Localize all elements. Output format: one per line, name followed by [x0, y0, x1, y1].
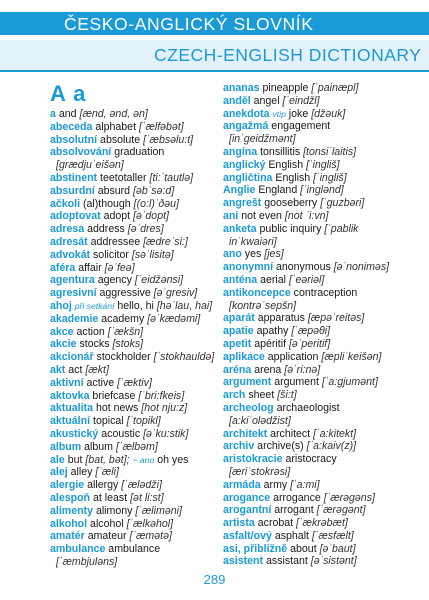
pronunciation-continued — [223, 133, 401, 146]
pronunciation: [ši:t] — [277, 389, 297, 402]
dictionary-entry — [223, 530, 401, 543]
dictionary-entry — [50, 492, 217, 505]
headword: alej — [50, 466, 68, 479]
translation: archive(s) — [257, 440, 304, 453]
phrase-translation: oh yes — [157, 453, 189, 466]
headword: album — [50, 440, 82, 453]
pronunciation: [džəuk] — [311, 107, 346, 120]
pronunciation: [əˈdopt] — [133, 210, 169, 223]
dictionary-entry — [223, 95, 401, 108]
pronunciation: [tonsiˈlaitis] — [303, 145, 357, 158]
dictionary-entry — [223, 402, 401, 415]
headword: angína — [223, 145, 258, 158]
pronunciation: [ˈa:kitekt] — [313, 427, 357, 440]
pronunciation: [a:kiˈolədžist] — [229, 414, 291, 427]
headword: akt — [50, 363, 66, 376]
translation: aggressive — [99, 287, 151, 300]
headword: ačkoli — [50, 197, 81, 210]
headword: angažmá — [223, 120, 269, 133]
pronunciation: [ˈa:mi] — [290, 478, 320, 491]
translation: architect — [270, 427, 311, 440]
dictionary-entry — [50, 530, 217, 543]
pronunciation: [ækt] — [85, 363, 109, 376]
headword: ano — [223, 248, 242, 261]
pronunciation: [əˈgresiv] — [153, 287, 198, 300]
headword: akademie — [50, 312, 99, 325]
dictionary-entry — [50, 274, 217, 287]
dictionary-entry — [50, 466, 217, 479]
pronunciation: [ædreˈsi:] — [143, 235, 188, 248]
translation: aristocracy — [285, 453, 337, 466]
headword: arogance — [223, 491, 271, 504]
translation: assistant — [266, 555, 308, 568]
pronunciation: [əˈnoniməs] — [333, 261, 390, 274]
phrase: ~ ano — [132, 454, 155, 465]
dictionary-entry — [223, 184, 401, 197]
translation: solicitor — [93, 248, 129, 261]
headword: alergie — [50, 479, 85, 492]
pronunciation: [ˈa:kaiv(z)] — [306, 440, 357, 453]
headword: archiv — [223, 440, 255, 453]
dictionary-entry — [50, 338, 217, 351]
pronunciation: [(o:l)ˈðəu] — [133, 197, 179, 210]
pronunciation: [hot nju:z] — [141, 402, 188, 415]
translation: teetotaller — [100, 171, 147, 184]
headword: armáda — [223, 478, 261, 491]
pronunciation: [ˈguzbəri] — [320, 197, 365, 210]
dictionary-entry — [223, 261, 401, 274]
section-letter: A a — [50, 81, 87, 106]
dictionary-entry — [223, 492, 401, 505]
headword: apatie — [223, 325, 254, 338]
dictionary-entry — [223, 146, 401, 159]
translation: absolute — [100, 133, 141, 146]
translation: English — [268, 158, 304, 171]
dictionary-entry — [223, 159, 401, 172]
headword: anglický — [223, 158, 266, 171]
dictionary-entry — [50, 287, 217, 300]
translation: about — [290, 542, 317, 555]
headword: ananas — [223, 82, 260, 94]
pronunciation: [kontrəˈsepšn] — [229, 299, 297, 312]
page-header — [0, 12, 429, 78]
pronunciation: [ˈinglənd] — [300, 184, 344, 197]
translation: not even — [241, 209, 282, 222]
dictionary-entry — [223, 210, 401, 223]
pronunciation-continued — [50, 159, 217, 172]
pronunciation: [ˈæsfælt] — [311, 529, 354, 542]
translation: allergy — [87, 479, 119, 492]
pronunciation: [əˈperitif] — [288, 337, 331, 350]
translation: arena — [254, 363, 282, 376]
headword: akce — [50, 325, 74, 338]
pronunciation: [ti:ˈtautlə] — [149, 171, 194, 184]
translation: hello, hi — [117, 299, 154, 312]
headword: akustický — [50, 427, 99, 440]
translation: aerial — [260, 273, 287, 286]
headword: aplikace — [223, 350, 265, 363]
headword: abeceda — [50, 120, 93, 133]
headword: antikoncepce — [223, 286, 291, 299]
translation: and — [58, 108, 77, 120]
pronunciation-continued — [223, 466, 401, 479]
pronunciation: [ˈbri:fkeis] — [138, 389, 185, 402]
pronunciation: [həˈlau, hai] — [156, 299, 213, 312]
dictionary-entry — [223, 543, 401, 556]
headword: abstinent — [50, 171, 98, 184]
translation: at least — [93, 491, 128, 504]
dictionary-entry — [223, 351, 401, 364]
dictionary-entry — [50, 313, 217, 326]
pronunciation: [æpəˈreitəs] — [307, 312, 365, 325]
pronunciation: [əˈfeə] — [104, 261, 135, 274]
headword: architekt — [223, 427, 268, 440]
pronunciation: [ænd, ənd, ən] — [79, 108, 148, 120]
dictionary-entry — [223, 120, 401, 133]
pronunciation: [ˈingliš] — [313, 171, 347, 184]
dictionary-entry — [50, 185, 217, 198]
translation: acrobat — [257, 517, 294, 530]
dictionary-entry — [50, 249, 217, 262]
translation: graduation — [114, 146, 165, 159]
translation: topical — [93, 415, 124, 428]
translation: agency — [97, 274, 132, 287]
pronunciation: [əˈku:stik] — [143, 427, 189, 440]
translation: adopt — [103, 210, 131, 223]
headword: alimenty — [50, 504, 93, 517]
headword: akcie — [50, 338, 77, 351]
translation: alley — [70, 466, 93, 479]
dictionary-entry — [50, 121, 217, 134]
pronunciation: [ˈælkəhol] — [126, 517, 174, 530]
translation: apéritif — [254, 337, 287, 350]
pronunciation: [æriˈstokrəsi] — [229, 465, 291, 478]
dictionary-entry — [223, 479, 401, 492]
translation: ambulance — [108, 543, 161, 556]
headword: arch — [223, 389, 246, 402]
translation: addressee — [90, 235, 141, 248]
headword: argument — [223, 376, 272, 389]
translation: briefcase — [92, 389, 136, 402]
translation: yes — [244, 248, 262, 261]
headword: akcionář — [50, 351, 94, 364]
translation: affair — [78, 261, 102, 274]
dictionary-entry — [50, 454, 217, 467]
headword: asi, přibližně — [223, 542, 288, 555]
usage-note: vtip — [272, 108, 286, 119]
translation: amateur — [87, 530, 127, 543]
headword: adresát — [50, 235, 88, 248]
translation: angel — [253, 94, 280, 107]
dictionary-entry — [50, 146, 217, 159]
pronunciation: [grædjuˈeišən] — [56, 159, 124, 172]
pronunciation: [ˈpablik — [324, 222, 359, 235]
dictionary-entry — [50, 428, 217, 441]
left-column — [50, 82, 217, 569]
dictionary-entry — [223, 428, 401, 441]
translation: joke — [288, 107, 309, 120]
translation: arrogant — [274, 504, 314, 517]
translation: public inquiry — [259, 222, 322, 235]
translation: gooseberry — [264, 197, 318, 210]
dictionary-entry — [223, 223, 401, 236]
headword: anténa — [223, 273, 258, 286]
dictionary-entry — [223, 517, 401, 530]
headword: agresivní — [50, 287, 97, 300]
pronunciation: [ət li:st] — [130, 491, 164, 504]
dictionary-entry — [50, 518, 217, 531]
translation: army — [263, 478, 288, 491]
translation: alphabet — [95, 120, 137, 133]
dictionary-entry — [50, 505, 217, 518]
dictionary-entry — [223, 248, 401, 261]
pronunciation-continued — [223, 300, 401, 313]
translation: England — [258, 184, 298, 197]
pronunciation: [ˈæbsəlu:t] — [143, 133, 194, 146]
translation: stockholder — [96, 351, 151, 364]
headword: Anglie — [223, 184, 256, 197]
dictionary-entry — [50, 236, 217, 249]
headword: aristokracie — [223, 453, 283, 466]
translation: action — [76, 325, 105, 338]
dictionary-entry — [223, 555, 401, 568]
pronunciation: [ˈærəgənt] — [316, 504, 366, 517]
dictionary-entry — [223, 197, 401, 210]
pronunciation: [ˈa:gjumənt] — [321, 376, 378, 389]
headword: alkohol — [50, 517, 88, 530]
pronunciation: [əˈbaut] — [319, 542, 356, 555]
header-rule — [0, 70, 429, 72]
dictionary-entry — [50, 108, 217, 121]
title-band-english — [0, 40, 429, 70]
pronunciation: [ˈækrəbæt] — [296, 517, 348, 530]
pronunciation: [jes] — [264, 248, 284, 261]
pronunciation: [ˈærəgəns] — [323, 491, 375, 504]
translation: contraception — [293, 286, 358, 299]
headword: anekdota — [223, 107, 270, 120]
usage-note: při setkání — [74, 300, 115, 311]
headword: ambulance — [50, 543, 106, 556]
pronunciation: [not ˈi:vn] — [284, 209, 329, 222]
dictionary-entry — [50, 364, 217, 377]
pronunciation: [səˈlisitə] — [131, 248, 174, 261]
pronunciation-continued — [50, 556, 217, 569]
headword: anketa — [223, 222, 257, 235]
translation: active — [86, 376, 115, 389]
dictionary-entry — [223, 287, 401, 300]
pronunciation: [əˈkædəmi] — [147, 312, 201, 325]
dictionary-entry — [50, 210, 217, 223]
pronunciation: [ˈpainæpl] — [311, 82, 359, 94]
headword: absolutní — [50, 133, 98, 146]
pronunciation: [stoks] — [112, 338, 144, 351]
pronunciation: [ˈtopikl] — [126, 415, 161, 428]
pronunciation: [æpliˈkeišən] — [321, 350, 382, 363]
pronunciation: [ˈæliməni] — [135, 504, 182, 517]
pronunciation: [ˈækšn] — [107, 325, 144, 338]
pronunciation: [ˈæktiv] — [117, 376, 152, 389]
right-column — [223, 82, 401, 568]
headword: alespoň — [50, 491, 91, 504]
translation: alimony — [95, 504, 133, 517]
translation: absurd — [97, 184, 131, 197]
pronunciation: [ˈæmbjuləns] — [56, 555, 118, 568]
headword: adoptovat — [50, 210, 101, 223]
dictionary-entry — [223, 453, 401, 466]
translation: application — [267, 350, 319, 363]
dictionary-entry — [50, 351, 217, 364]
headword: angrešt — [223, 197, 262, 210]
dictionary-entry — [50, 300, 217, 313]
headword: angličtina — [223, 171, 273, 184]
dictionary-entry — [50, 415, 217, 428]
translation: but — [67, 453, 83, 466]
translation: apparatus — [257, 312, 305, 325]
translation: tonsillitis — [260, 145, 301, 158]
dictionary-entry — [50, 441, 217, 454]
headword: asistent — [223, 555, 264, 568]
headword: archeolog — [223, 401, 274, 414]
translation: English — [275, 171, 311, 184]
pronunciation: [əbˈsə:d] — [133, 184, 175, 197]
pronunciation: [ˈælədži] — [121, 479, 162, 492]
dictionary-entry — [50, 134, 217, 147]
pronunciation: [əˈdres] — [127, 223, 164, 236]
dictionary-entry — [50, 377, 217, 390]
headword: absurdní — [50, 184, 95, 197]
headword: anonymní — [223, 261, 274, 274]
translation: archaeologist — [276, 401, 340, 414]
dictionary-entry — [223, 82, 401, 95]
dictionary-entry — [50, 390, 217, 403]
translation: address — [87, 223, 125, 236]
translation: alcohol — [90, 517, 124, 530]
dictionary-entry — [223, 172, 401, 185]
headword: aréna — [223, 363, 252, 376]
pronunciation: [bat, bət]; — [85, 453, 130, 466]
translation: arrogance — [273, 491, 321, 504]
headword: adresa — [50, 223, 85, 236]
headword: ale — [50, 453, 65, 466]
headword: apetit — [223, 337, 252, 350]
translation: album — [84, 440, 114, 453]
pronunciation-continued — [223, 236, 401, 249]
headword: aféra — [50, 261, 76, 274]
page-number: 289 — [203, 572, 226, 587]
pronunciation: [ˈæpəθi] — [291, 325, 331, 338]
dictionary-entry — [50, 402, 217, 415]
headword: advokát — [50, 248, 91, 261]
translation: asphalt — [274, 529, 309, 542]
pronunciation: [ˈeindžl] — [282, 94, 320, 107]
dictionary-entry — [223, 389, 401, 402]
pronunciation: [ˈælbəm] — [115, 440, 158, 453]
headword: a — [50, 108, 56, 120]
dictionary-entry — [50, 479, 217, 492]
headword: agentura — [50, 274, 95, 287]
dictionary-entry — [223, 312, 401, 325]
title-english: CZECH-ENGLISH DICTIONARY — [154, 45, 422, 65]
dictionary-entry — [223, 504, 401, 517]
translation: acoustic — [101, 427, 141, 440]
pronunciation: [ˈingliš] — [306, 158, 340, 171]
dictionary-entry — [223, 364, 401, 377]
headword: arogantní — [223, 504, 272, 517]
dictionary-entry — [50, 326, 217, 339]
headword: asfalt/ový — [223, 529, 272, 542]
headword: anděl — [223, 94, 251, 107]
pronunciation: inˈkwaiəri] — [229, 235, 277, 248]
headword: artista — [223, 517, 255, 530]
dictionary-entry — [50, 223, 217, 236]
headword: aparát — [223, 312, 255, 325]
translation: (al)though — [83, 197, 131, 210]
pronunciation: [əˈri:nə] — [284, 363, 321, 376]
dictionary-entry — [223, 338, 401, 351]
headword: ani — [223, 209, 239, 222]
title-czech: ČESKO-ANGLICKÝ SLOVNÍK — [64, 14, 314, 34]
pronunciation: [ˈeidžənsi] — [134, 274, 184, 287]
translation: academy — [101, 312, 145, 325]
headword: absolvování — [50, 146, 112, 159]
headword: aktivní — [50, 376, 84, 389]
dictionary-entry — [223, 108, 401, 121]
dictionary-entry — [50, 543, 217, 556]
translation: argument — [274, 376, 319, 389]
translation: hot news — [95, 402, 139, 415]
dictionary-entry — [223, 274, 401, 287]
dictionary-entry — [223, 440, 401, 453]
translation: sheet — [248, 389, 275, 402]
title-band-czech — [0, 12, 429, 35]
pronunciation: [əˈsistənt] — [310, 555, 357, 568]
translation: act — [68, 363, 83, 376]
dictionary-entry — [50, 198, 217, 211]
pronunciation-continued — [223, 415, 401, 428]
translation: pineapple — [262, 82, 309, 94]
translation: engagement — [271, 120, 331, 133]
headword: ahoj — [50, 299, 72, 312]
pronunciation: [inˈgeidžmənt] — [229, 133, 296, 146]
headword: aktovka — [50, 389, 90, 402]
headword: aktuální — [50, 415, 91, 428]
translation: stocks — [79, 338, 110, 351]
headword: amatér — [50, 530, 85, 543]
pronunciation: [ˈstokhauldə] — [153, 351, 215, 364]
dictionary-entry — [50, 262, 217, 275]
pronunciation: [ˈæmətə] — [129, 530, 172, 543]
dictionary-entry — [223, 325, 401, 338]
dictionary-entry — [223, 376, 401, 389]
translation: apathy — [256, 325, 289, 338]
dictionary-entry — [50, 172, 217, 185]
pronunciation: [ˈælfəbət] — [138, 120, 184, 133]
pronunciation: [ˈeəriəl] — [288, 273, 325, 286]
pronunciation: [ˈæli] — [95, 466, 119, 479]
headword: aktualita — [50, 402, 93, 415]
translation: anonymous — [275, 261, 331, 274]
